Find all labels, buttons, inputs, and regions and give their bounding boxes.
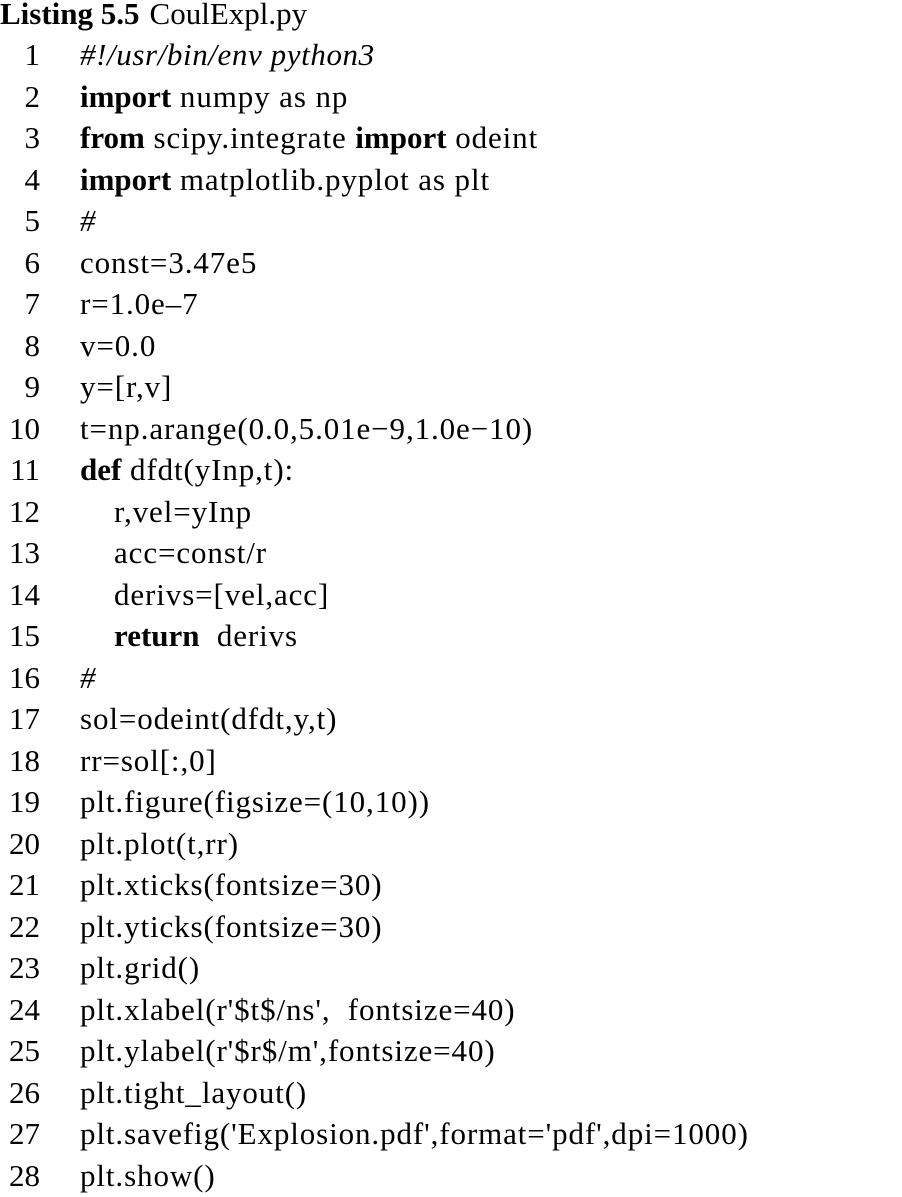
code-line [0, 574, 902, 616]
line-number: 25 [9, 1033, 40, 1068]
line-number: 5 [24, 203, 40, 238]
code-token: plt.xticks(fontsize=30) [80, 867, 383, 902]
code-token: derivs [199, 618, 298, 653]
code-line [0, 1155, 902, 1197]
code-token: dfdt(yInp,t): [121, 452, 295, 487]
line-code [80, 864, 383, 906]
line-number: 22 [9, 908, 40, 944]
code-line [0, 242, 902, 284]
line-code [80, 34, 375, 76]
line-code [80, 491, 252, 533]
code-keyword: return [114, 618, 200, 653]
code-line [0, 34, 902, 76]
code-token: plt.yticks(fontsize=30) [80, 908, 383, 944]
line-code [80, 781, 430, 823]
line-number: 15 [9, 618, 40, 653]
line-code [80, 1072, 307, 1114]
code-line [0, 532, 902, 574]
line-code [80, 574, 329, 616]
line-number: 16 [9, 659, 40, 695]
code-line [0, 1072, 902, 1114]
line-code [80, 740, 217, 782]
code-comment: # [80, 203, 97, 238]
line-code [80, 408, 533, 450]
code-comment: # [80, 659, 97, 695]
code-line [0, 117, 902, 159]
code-token: y=[r,v] [80, 369, 173, 404]
listing-label: Listing 5.5 [0, 0, 140, 31]
code-token: plt.tight_layout() [80, 1074, 308, 1110]
code-line [0, 864, 902, 906]
code-keyword: def [80, 452, 122, 487]
line-number: 23 [9, 950, 40, 985]
code-token: plt.ylabel(r'$r$/m',fontsize=40) [80, 1033, 496, 1068]
code-listing [0, 34, 902, 1196]
code-token: odeint [446, 120, 539, 155]
line-code [80, 947, 200, 989]
line-number: 13 [9, 535, 40, 570]
line-number: 26 [9, 1074, 40, 1110]
line-number: 27 [9, 1116, 40, 1151]
line-number: 21 [9, 867, 40, 902]
line-code [80, 657, 96, 699]
code-line [0, 781, 902, 823]
line-number: 7 [24, 286, 40, 321]
line-number: 9 [24, 369, 40, 404]
line-code [80, 532, 267, 574]
line-number: 3 [24, 120, 40, 155]
code-line [0, 449, 902, 491]
line-number: 1 [24, 37, 40, 72]
code-line [0, 408, 902, 450]
code-token: matplotlib.pyplot as plt [171, 161, 490, 197]
code-token: r=1.0e–7 [80, 286, 199, 321]
code-line [0, 325, 902, 367]
line-number: 28 [9, 1157, 40, 1193]
line-number: 8 [24, 327, 40, 363]
code-token: plt.xlabel(r'$t$/ns', fontsize=40) [80, 991, 516, 1027]
code-line [0, 947, 902, 989]
code-line [0, 615, 902, 657]
code-token: derivs=[vel,acc] [114, 576, 330, 612]
code-token: v=0.0 [80, 327, 157, 363]
code-line [0, 740, 902, 782]
code-line [0, 1113, 902, 1155]
code-token: plt.figure(figsize=(10,10)) [80, 784, 430, 819]
code-token: sol=odeint(dfdt,y,t) [80, 701, 338, 736]
line-number: 12 [9, 493, 40, 529]
code-token: const=3.47e5 [80, 244, 258, 280]
line-code [80, 242, 257, 284]
code-line [0, 200, 902, 242]
line-number: 14 [9, 576, 40, 612]
line-code [80, 698, 337, 740]
code-token: plt.plot(t,rr) [80, 825, 239, 861]
code-keyword: from [80, 120, 145, 155]
code-keyword: import [355, 120, 447, 155]
listing-filename: CoulExpl.py [149, 0, 308, 31]
code-token: t=np.arange(0.0,5.01e−9,1.0e−10) [80, 410, 534, 446]
code-token: plt.grid() [80, 950, 201, 985]
code-token: plt.savefig('Explosion.pdf',format='pdf',dpi=1000) [80, 1116, 749, 1151]
code-comment: #!/usr/bin/env python3 [80, 37, 375, 72]
code-line [0, 76, 902, 118]
code-line [0, 1030, 902, 1072]
code-token: acc=const/r [114, 535, 268, 570]
code-token: scipy.integrate [144, 120, 356, 155]
code-line [0, 491, 902, 533]
code-token: plt.show() [80, 1157, 216, 1193]
code-token: rr=sol[:,0] [80, 742, 217, 778]
line-code [80, 823, 239, 865]
line-number: 18 [9, 742, 40, 778]
line-number: 10 [9, 410, 40, 446]
line-number: 2 [24, 78, 40, 114]
line-number: 6 [24, 244, 40, 280]
line-code [80, 283, 199, 325]
line-number: 4 [24, 161, 40, 197]
code-line [0, 989, 902, 1031]
line-code [80, 989, 516, 1031]
line-number: 20 [9, 825, 40, 861]
line-code [80, 1155, 216, 1197]
code-line [0, 366, 902, 408]
line-code [80, 76, 348, 118]
line-code [80, 117, 538, 159]
line-code [80, 325, 156, 367]
line-code [80, 366, 172, 408]
listing-caption [0, 0, 307, 34]
code-keyword: import [80, 161, 172, 197]
line-number: 11 [10, 452, 40, 487]
line-code [80, 159, 490, 201]
code-line [0, 657, 902, 699]
code-keyword: import [80, 78, 172, 114]
code-line [0, 906, 902, 948]
line-code [80, 449, 294, 491]
line-code [80, 906, 383, 948]
line-number: 17 [9, 701, 40, 736]
line-code [80, 1030, 496, 1072]
code-line [0, 283, 902, 325]
line-code [80, 1113, 749, 1155]
code-token: numpy as np [171, 78, 349, 114]
line-code [80, 200, 96, 242]
line-code [80, 615, 298, 657]
line-number: 24 [9, 991, 40, 1027]
line-number: 19 [9, 784, 40, 819]
code-line [0, 823, 902, 865]
code-line [0, 698, 902, 740]
code-line [0, 159, 902, 201]
code-token: r,vel=yInp [114, 493, 253, 529]
